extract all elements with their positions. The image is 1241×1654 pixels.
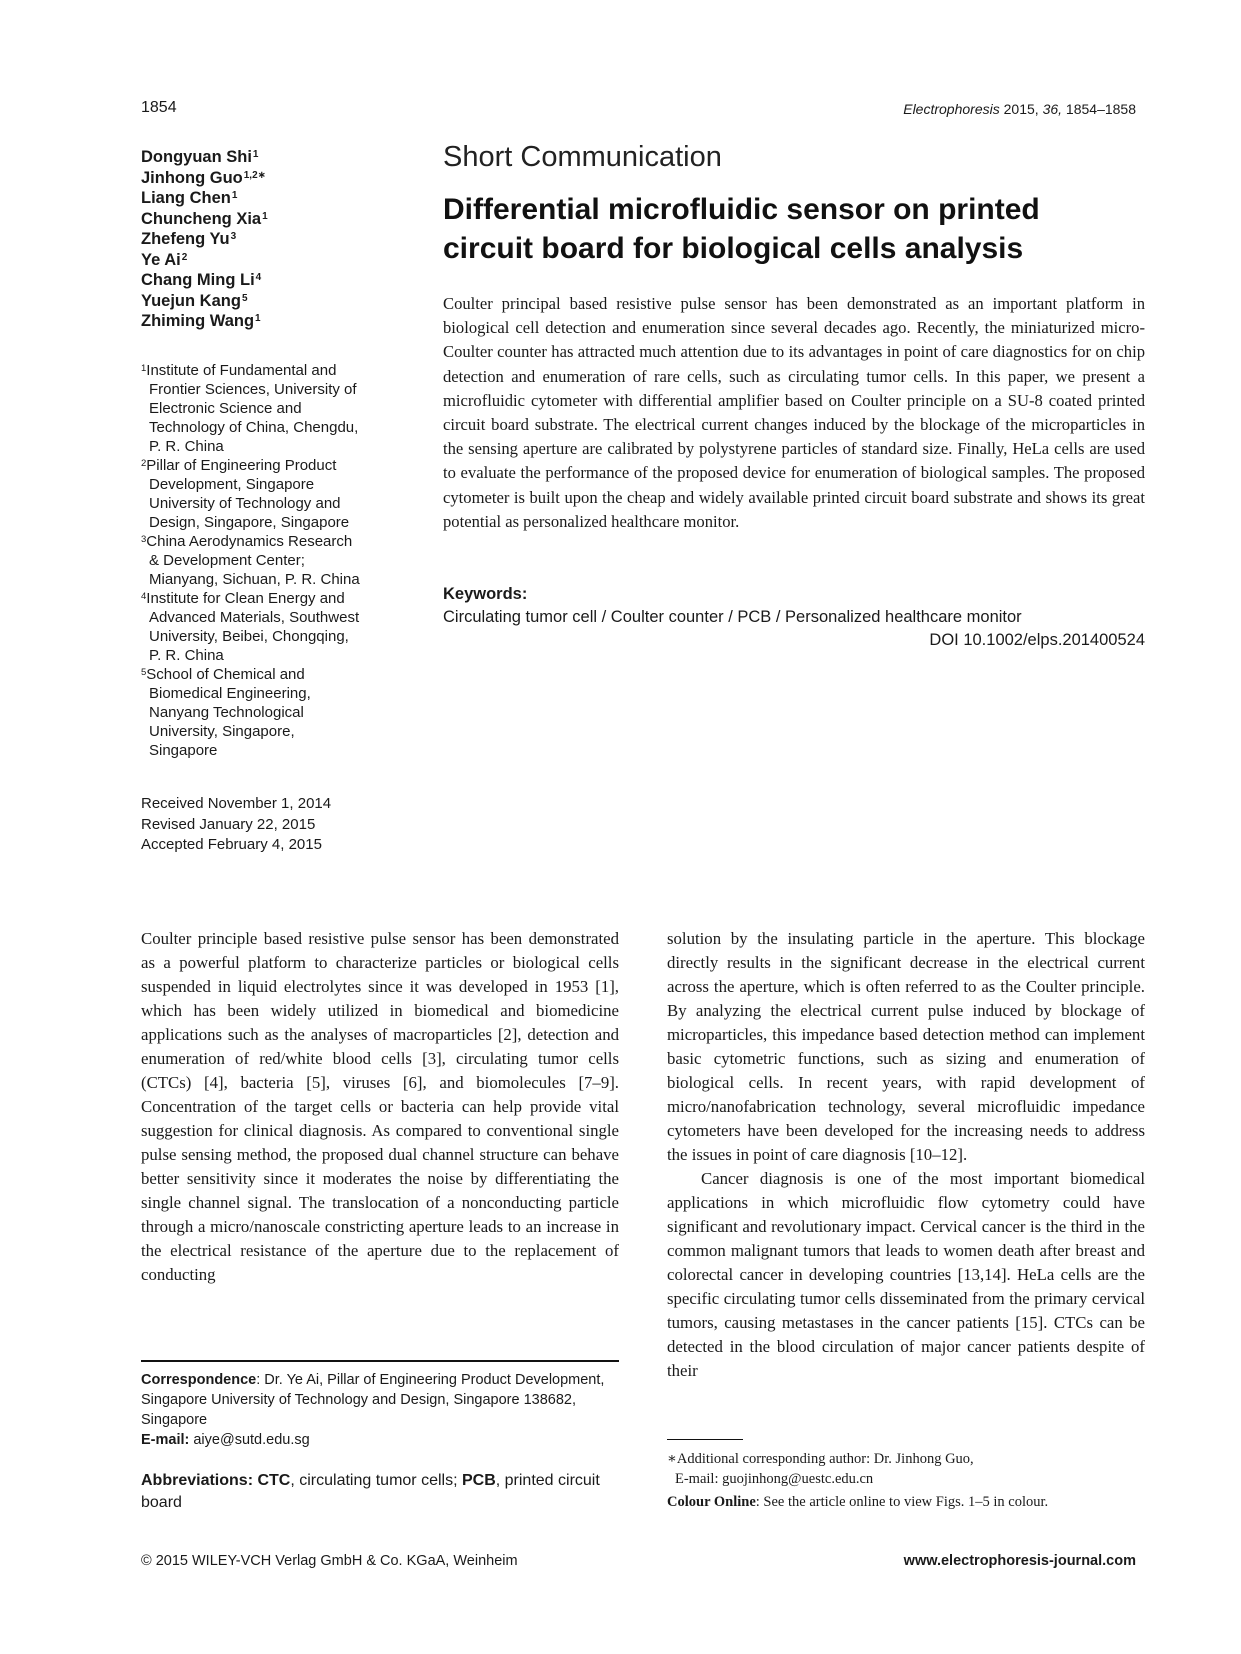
affiliation-list	[141, 361, 411, 760]
author-list	[141, 147, 411, 332]
page-number: 1854	[141, 99, 177, 116]
doi: DOI 10.1002/elps.201400524	[929, 631, 1145, 649]
keywords: Circulating tumor cell / Coulter counter / PCB / Personalized healthcare monitor	[443, 608, 1022, 626]
article-title	[443, 190, 1163, 268]
abbreviations: Abbreviations: CTC, circulating tumor cells; PCB, printed circuit board	[141, 1472, 600, 1511]
affiliation: $^3$China Aerodynamics Research & Development Center; Mianyang, Sichuan, P. R. China	[141, 533, 360, 588]
affiliation: $^2$Pillar of Engineering Product Development, Singapore University of Technology and Design, Singapore, Singapore	[141, 457, 350, 531]
footnote-line: ∗Additional corresponding author: Dr. Jinhong Guo,	[667, 1451, 974, 1467]
author: Zhiming Wang$^1$	[141, 312, 261, 330]
affiliation: $^1$Institute of Fundamental and Frontier Sciences, University of Electronic Science and Technology of China, Chengdu, P. R. China	[141, 362, 359, 455]
title-line: Differential microfluidic sensor on printed	[443, 193, 1040, 226]
author: Jinhong Guo$^{1,2∗}$	[141, 168, 267, 187]
journal-year: 2015,	[1003, 101, 1039, 117]
correspondence-divider	[141, 1360, 619, 1362]
body-paragraph: Cancer diagnosis is one of the most important biomedical applications in which microfluidic flow cytometry could have significant and revolutionary impact. Cervical cancer is the third in the common malignant tumors that leads to women death after breast and colorectal cancer in developing countries [13,14]. HeLa cells are the specific circulating tumor cells disseminated from the primary cervical tumors, causing metastases in the cancer patients [15]. CTCs can be detected in the blood circulation of major cancer patients despite of their	[667, 1169, 1145, 1380]
author: Dongyuan Shi$^1$	[141, 148, 259, 166]
title-line: circuit board for biological cells analysis	[443, 232, 1024, 265]
author: Zhefeng Yu$^3$	[141, 230, 237, 248]
copyright: © 2015 WILEY-VCH Verlag GmbH & Co. KGaA, Weinheim	[141, 1553, 518, 1569]
author: Chang Ming Li$^4$	[141, 271, 262, 289]
revised-date: Revised January 22, 2015	[141, 815, 316, 833]
journal-pages: 1854–1858	[1065, 101, 1136, 117]
received-date: Received November 1, 2014	[141, 795, 332, 812]
author: Ye Ai$^2$	[141, 250, 188, 269]
keywords-label: Keywords:	[443, 585, 528, 603]
body-paragraph: solution by the insulating particle in the aperture. This blockage directly results in the significant decrease in the electrical current across the aperture, which is often referred to as the Coulter principle. By analyzing the electrical current pulse induced by blockage of microparticles, this impedance based detection method can implement basic cytometric functions, such as sizing and enumeration of biological cells. In recent years, with rapid development of micro/nanofabrication technology, several microfluidic impedance cytometers have been developed for the increasing needs to address the issues in point of care diagnosis [10–12].	[667, 929, 1145, 1164]
affiliation: $^5$School of Chemical and Biomedical Engineering, Nanyang Technological University, Singapore, Singapore	[141, 666, 311, 759]
abstract: Coulter principal based resistive pulse sensor has been demonstrated as an important platform in biological cell detection and enumeration since several decades ago. Recently, the miniaturized micro-Coulter counter has attracted much attention due to its advantages in point of care diagnostics for on chip detection and enumeration of rare cells, such as circulating tumor cells. In this paper, we present a microfluidic cytometer with differential amplifier based on Coulter principle on a SU-8 coated printed circuit board substrate. The electrical current changes induced by the blockage of the microparticles in the sensing aperture are calibrated by polystyrene particles of standard size. Finally, HeLa cells are used to evaluate the performance of the proposed device for enumeration of biological samples. The proposed cytometer is built upon the cheap and widely available printed circuit board substrate and shows its great potential as personalized healthcare monitor.	[443, 294, 1145, 531]
author: Yuejun Kang$^5$	[141, 291, 248, 310]
correspondence-email: aiye@sutd.edu.sg	[189, 1432, 310, 1448]
correspondence: Correspondence: Dr. Ye Ai, Pillar of Engineering Product Development, Singapore University of Technology and Design, Singapore 138682, Singapore E-mail: aiye@sutd.edu.sg	[141, 1372, 605, 1448]
affiliation: $^4$Institute for Clean Energy and Advanced Materials, Southwest University, Beibei, Chongqing, P. R. China	[141, 590, 360, 664]
journal-volume: 36,	[1042, 101, 1063, 117]
journal-name: Electrophoresis	[903, 101, 1000, 117]
body-column-right	[667, 927, 1145, 1383]
body-paragraph: Coulter principle based resistive pulse sensor has been demonstrated as a powerful platform to characterize particles or biological cells suspended in liquid electrolytes since it was developed in 1953 [1], which has been widely utilized in biomedical and biomedicine applications such as the analyses of macroparticles [2], detection and enumeration of red/white blood cells [3], circulating tumor cells (CTCs) [4], bacteria [5], viruses [6], and biomolecules [7–9]. Concentration of the target cells or bacteria can help provide vital suggestion for clinical diagnosis. As compared to conventional single pulse sensing method, the proposed dual channel structure can behave better sensitivity since it moderates the noise by differentiating the single channel signal. The translocation of a nonconducting particle through a micro/nanoscale constricting aperture leads to an increase in the electrical resistance of the aperture due to the replacement of conducting	[141, 929, 619, 1284]
body-column-left	[141, 927, 619, 1287]
accepted-date: Accepted February 4, 2015	[141, 836, 322, 853]
colour-online-note: Colour Online: See the article online to view Figs. 1–5 in colour.	[667, 1494, 1049, 1510]
journal-reference	[903, 101, 1136, 117]
footnote-email: E-mail: guojinhong@uestc.edu.cn	[675, 1471, 874, 1487]
article-type: Short Communication	[443, 141, 722, 173]
journal-website: www.electrophoresis-journal.com	[903, 1553, 1136, 1569]
footnote	[667, 1449, 1145, 1489]
submission-dates	[141, 794, 331, 856]
author: Chuncheng Xia$^1$	[141, 209, 268, 228]
author: Liang Chen$^1$	[141, 189, 238, 207]
footnote-divider	[667, 1439, 743, 1440]
